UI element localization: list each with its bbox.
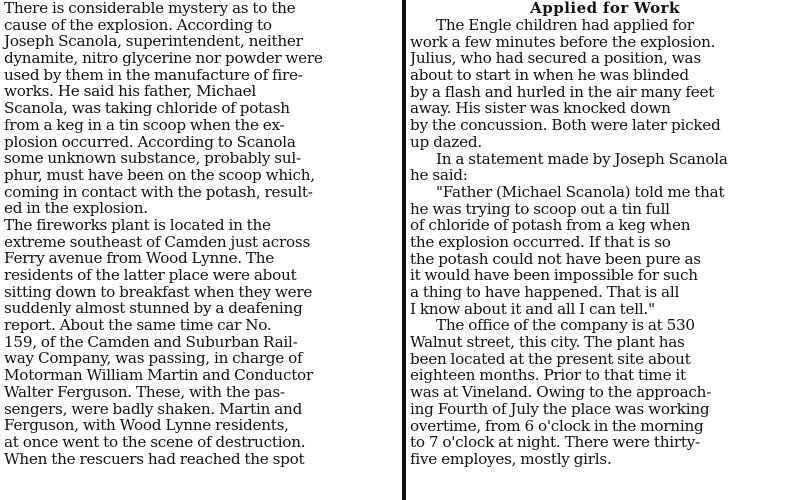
text-line: ed in the explosion. [4,199,148,218]
text-line: Walter Ferguson. These, with the pas- [4,382,285,401]
text-line: works. He said his father, Michael [4,82,257,101]
text-line: up dazed. [410,132,482,151]
column-rule [402,0,406,500]
text-line: from a keg in a tin scoop when the ex- [4,115,285,134]
text-line: Joseph Scanola, superintendent, neither [4,32,303,51]
text-line: 159, of the Camden and Suburban Rail- [4,332,298,351]
text-line: eighteen months. Prior to that time it [410,366,686,385]
text-line: Motorman William Martin and Conductor [4,366,313,385]
text-line: been located at the present site about [410,349,691,368]
text-line: Scanola, was taking chloride of potash [4,99,290,118]
text-line: The fireworks plant is located in the [4,215,271,234]
text-line: coming in contact with the potash, result- [4,182,313,201]
text-line: The office of the company is at 530 [436,316,695,335]
text-line: the potash could not have been pure as [410,249,701,268]
text-line: he said: [410,166,468,185]
text-line: at once went to the scene of destruction. [4,432,306,451]
text-line: away. His sister was knocked down [410,99,671,118]
text-line: about to start in when he was blinded [410,66,689,85]
text-line: the explosion occurred. If that is so [410,232,671,251]
text-line: "Father (Michael Scanola) told me that [436,182,725,201]
text-line: Ferry avenue from Wood Lynne. The [4,249,275,268]
text-line: of chloride of potash from a keg when [410,216,691,235]
text-line: by the concussion. Both were later picked [410,116,721,135]
text-line: plosion occurred. According to Scanola [4,132,296,151]
text-line: The Engle children had applied for [436,16,694,34]
text-line: cause of the explosion. According to [4,15,272,34]
text-line: way Company, was passing, in charge of [4,349,303,368]
text-line: to 7 o'clock at night. There were thirty- [410,433,700,452]
text-line: I know about it and all I can tell." [410,299,655,318]
text-line: sitting down to breakfast when they were [4,282,313,301]
text-line: he was trying to scoop out a tin full [410,199,670,218]
text-line: There is considerable mystery as to the [4,0,296,17]
text-line: used by them in the manufacture of fire- [4,65,303,84]
text-line: a thing to have happened. That is all [410,283,680,301]
text-line: phur, must have been on the scoop which, [4,165,315,184]
text-line: work a few minutes before the explosion. [410,32,716,51]
text-line: In a statement made by Joseph Scanola [436,149,728,168]
right-column [410,0,800,500]
text-line: Julius, who had secured a position, was [410,49,701,68]
text-line: suddenly almost stunned by a deafening [4,299,303,318]
section-heading: Applied for Work [530,0,680,17]
text-line: ing Fourth of July the place was working [410,399,710,418]
text-line: it would have been impossible for such [410,266,698,285]
text-line: by a flash and hurled in the air many feet [410,82,715,101]
text-line: overtime, from 6 o'clock in the morning [410,416,704,435]
text-line: residents of the latter place were about [4,266,297,284]
text-line: dynamite, nitro glycerine nor powder were [4,49,323,68]
text-line: Ferguson, with Wood Lynne residents, [4,416,289,435]
text-line: report. About the same time car No. [4,316,272,335]
text-line: was at Vineland. Owing to the approach- [410,383,712,402]
text-line: extreme southeast of Camden just across [4,232,310,251]
text-line: five employes, mostly girls. [410,449,612,468]
text-line: some unknown substance, probably sul- [4,149,301,168]
text-line: Walnut street, this city. The plant has [410,333,685,352]
text-line: When the rescuers had reached the spot [4,449,305,468]
text-line: sengers, were badly shaken. Martin and [4,399,303,418]
